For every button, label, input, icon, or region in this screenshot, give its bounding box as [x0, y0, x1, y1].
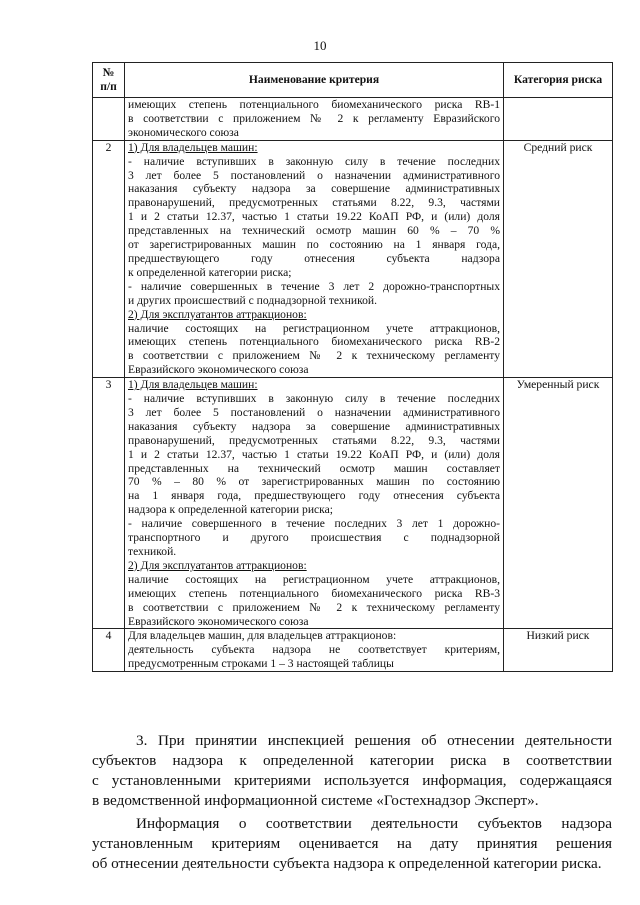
criterion-line: 1) Для владельцев машин: [128, 378, 258, 392]
criterion-line: правонарушений, предусмотренных статьями 8.22, 9.3, частями [128, 196, 500, 210]
criterion-text [125, 629, 504, 672]
criterion-line: деятельность субъекта надзора не соответствует критериям, [128, 643, 500, 657]
criterion-line: имеющих степень потенциального биомеханического риска RB-2 [128, 335, 500, 349]
paragraph-line: 3. При принятии инспекцией решения об отнесении деятельности [136, 732, 612, 749]
paragraph-3 [92, 731, 612, 811]
criterion-line: 3 лет более 5 постановлений о назначении административного [128, 405, 500, 419]
table-row [93, 378, 613, 629]
paragraph-line: в ведомственной информационной системе «Гостехнадзор Эксперт». [92, 792, 539, 809]
criterion-line: 1 и 2 статьи 12.37, частью 1 статьи 19.22 КоАП РФ, и (или) доля [128, 210, 500, 224]
table-header-row [93, 63, 613, 98]
paragraph-line: установленным критериям оценивается на дату принятия решения [92, 835, 612, 852]
criterion-line: транспортного и другого происшествия с поднадзорной [128, 531, 500, 545]
criterion-line: Евразийского экономического союза [128, 363, 309, 377]
header-number-line: № [102, 66, 115, 79]
risk-category: Низкий риск [504, 629, 613, 672]
row-number: 4 [93, 629, 125, 672]
page-number: 10 [313, 38, 327, 53]
criterion-line: - наличие совершенных в течение 3 лет 2 дорожно-транспортных [128, 279, 500, 293]
risk-category: Умеренный риск [504, 378, 613, 629]
criterion-text [125, 140, 504, 377]
criterion-line: наличие состоящих на регистрационном учете аттракционов, [128, 572, 500, 586]
criterion-line: предшествующего году отнесения субъекта надзора [128, 251, 500, 265]
paragraph-line: с установленными критериями используется информация, содержащаяся [92, 772, 612, 789]
criterion-line: представленных на технический осмотр машин составляет [128, 461, 500, 475]
paragraph-information [92, 814, 612, 874]
paragraph-line: Информация о соответствии деятельности субъектов надзора [136, 815, 612, 832]
table-row [93, 140, 613, 377]
criterion-line: предусмотренным строками 1 – 3 настоящей таблицы [128, 657, 394, 671]
criterion-text [125, 378, 504, 629]
criterion-line: от зарегистрированных машин по состоянию на 1 января года, [128, 238, 500, 252]
criterion-line: - наличие вступивших в законную силу в течение последних [128, 154, 500, 168]
criterion-line: правонарушений, предусмотренных статьями 8.22, 9.3, частями [128, 433, 500, 447]
table-row [93, 629, 613, 672]
criterion-line: к определенной категории риска; [128, 265, 292, 279]
header-number [93, 63, 125, 98]
criterion-line: экономического союза [128, 125, 239, 139]
criterion-line: на 1 января года, предшествующего году отнесения субъекта [128, 489, 500, 503]
criterion-line: 2) Для эксплуатантов аттракционов: [128, 558, 307, 572]
criterion-line: наличие состоящих на регистрационном учете аттракционов, [128, 321, 500, 335]
criterion-line: - наличие вступивших в законную силу в течение последних [128, 392, 500, 406]
criterion-line: наказания субъекту надзора за совершение административных [128, 182, 500, 196]
criterion-line: надзора к определенной категории риска; [128, 503, 334, 517]
paragraph-line: субъектов надзора к определенной категории риска в соответствии [92, 752, 612, 769]
row-number: 3 [93, 378, 125, 629]
criterion-line: имеющих степень потенциального биомеханического риска RB-3 [128, 586, 500, 600]
criterion-line: в соответствии с приложением № 2 к техническому регламенту [128, 600, 500, 614]
criterion-line: в соответствии с приложением № 2 к регламенту Евразийского [128, 111, 500, 125]
table-row-continuation [93, 98, 613, 141]
row-number-empty [93, 98, 125, 141]
row-number: 2 [93, 140, 125, 377]
criterion-line: Евразийского экономического союза [128, 614, 309, 628]
criterion-line: 1) Для владельцев машин: [128, 140, 258, 154]
header-risk-category: Категория риска [504, 63, 613, 98]
criterion-text [125, 98, 504, 141]
criterion-line: 70 % – 80 % от зарегистрированных машин по состоянию [128, 475, 500, 489]
header-number-line: п/п [100, 80, 117, 93]
criterion-line: наказания субъекту надзора за совершение административных [128, 419, 500, 433]
paragraph-line: об отнесении деятельности субъекта надзора к определенной категории риска. [92, 855, 602, 872]
criterion-line: имеющих степень потенциального биомеханического риска RB-1 [128, 98, 500, 111]
criterion-line: и других происшествий с поднадзорной техникой. [128, 293, 378, 307]
criterion-line: - наличие совершенного в течение последних 3 лет 1 дорожно- [128, 517, 500, 531]
criterion-line: в соответствии с приложением № 2 к техническому регламенту [128, 349, 500, 363]
criterion-line: 2) Для эксплуатантов аттракционов: [128, 307, 307, 321]
header-criterion-name: Наименование критерия [125, 63, 504, 98]
risk-category-empty [504, 98, 613, 141]
criterion-line: 1 и 2 статьи 12.37, частью 1 статьи 19.22 КоАП РФ, и (или) доля [128, 447, 500, 461]
criterion-line: техникой. [128, 545, 177, 558]
criterion-line: представленных на технический осмотр машин 60 % – 70 % [128, 224, 500, 238]
risk-criteria-table [92, 62, 613, 672]
risk-category: Средний риск [504, 140, 613, 377]
criterion-line: 3 лет более 5 постановлений о назначении административного [128, 168, 500, 182]
criterion-line: Для владельцев машин, для владельцев аттракционов: [128, 629, 397, 643]
